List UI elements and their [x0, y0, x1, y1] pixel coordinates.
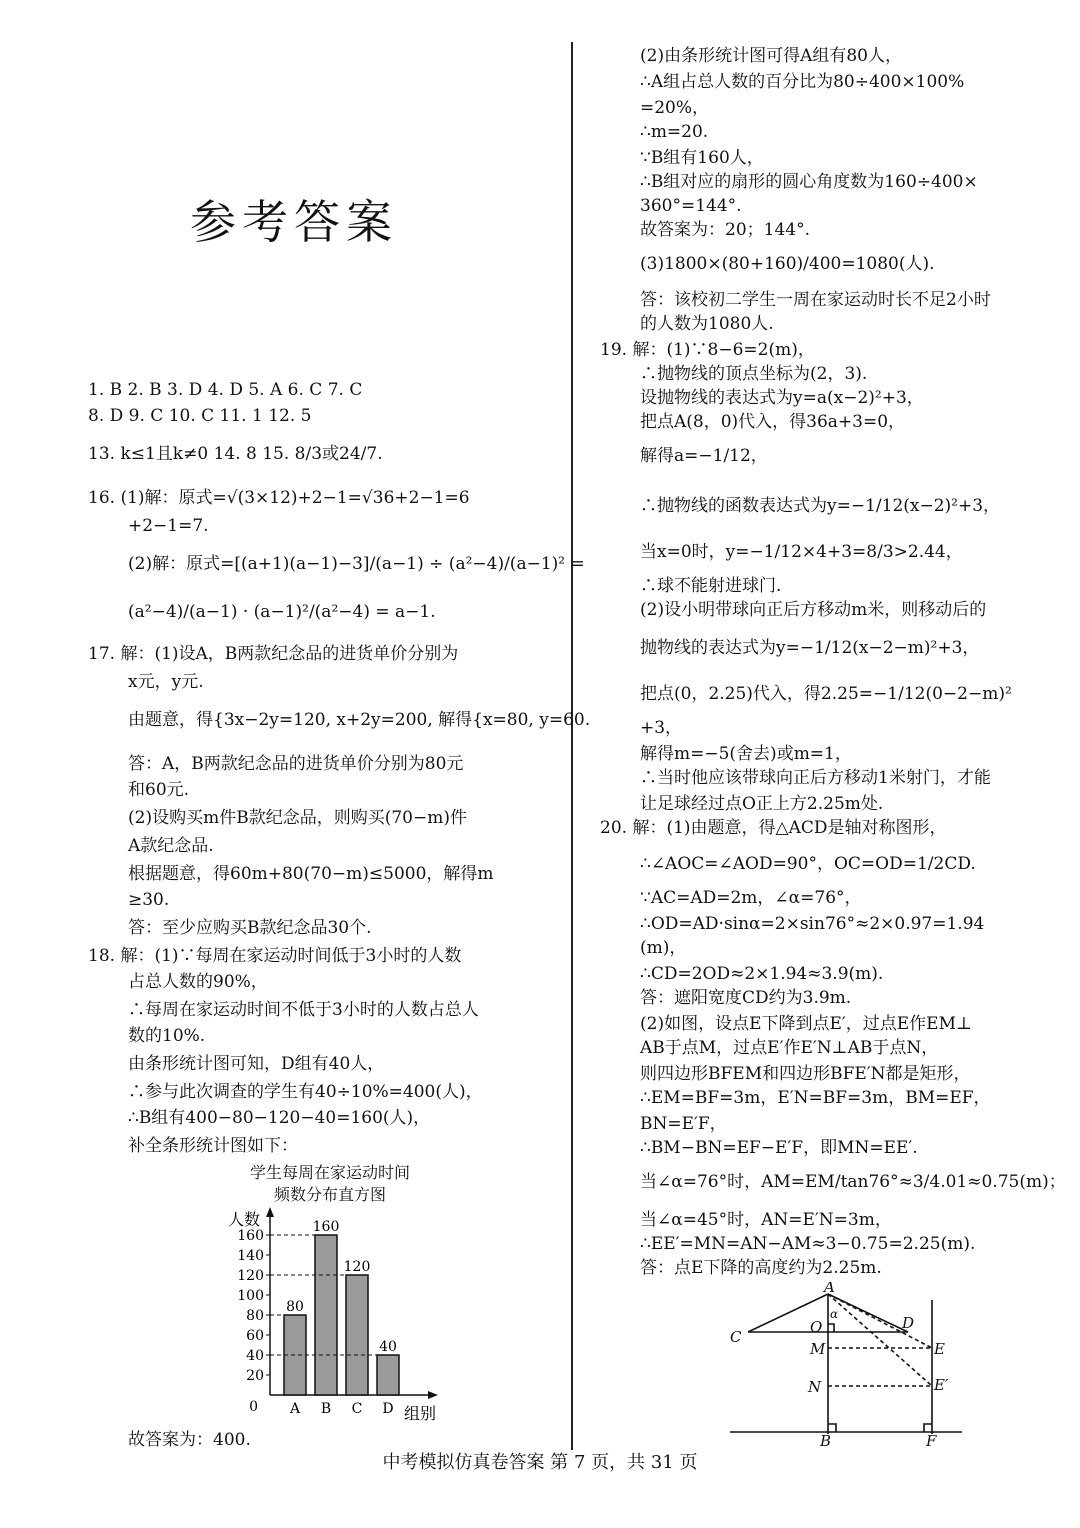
bar-D	[377, 1355, 399, 1395]
answer-line: AB于点M，过点E′作E′N⊥AB于点N，	[640, 1038, 939, 1058]
y-axis-arrow	[266, 1207, 274, 1217]
answer-line: ∴参与此次调查的学生有40÷10%=400(人)，	[128, 1082, 483, 1102]
x-tick-label: A	[289, 1401, 301, 1417]
answer-line: 设抛物线的表达式为y=a(x−2)²+3，	[640, 388, 924, 408]
right-angle-O	[828, 1324, 834, 1332]
answer-line: 由题意，得{3x−2y=120, x+2y=200, 解得{x=80, y=60.	[128, 710, 591, 730]
answer-line: 答：A，B两款纪念品的进货单价分别为80元	[128, 754, 464, 774]
answer-line: ∴当时他应该带球向正后方移动1米射门，才能	[640, 768, 991, 788]
answer-line: 由条形统计图可知，D组有40人，	[128, 1054, 385, 1074]
bar-B	[315, 1235, 337, 1395]
answer-line: +2−1=7.	[128, 516, 209, 536]
answer-line: 补全条形统计图如下：	[128, 1136, 298, 1156]
data-label: 120	[343, 1259, 371, 1275]
answer-line: 则四边形BFEM和四边形BFE′N都是矩形，	[640, 1064, 971, 1084]
right-angle-F	[924, 1424, 932, 1432]
label-O: O	[810, 1318, 823, 1336]
label-D: D	[902, 1314, 915, 1332]
answer-line: 19. 解：(1)∵8−6=2(m)，	[600, 340, 815, 360]
y-tick-label: 120	[237, 1268, 264, 1284]
answer-line: ∴EM=BF=3m，E′N=BF=3m，BM=EF，	[640, 1088, 991, 1108]
label-A: A	[824, 1282, 835, 1296]
answer-line: 答：遮阳宽度CD约为3.9m.	[640, 988, 852, 1008]
answer-line: (2)如图，设点E下降到点E′，过点E作EM⊥	[640, 1014, 972, 1034]
answer-line: 故答案为：400.	[128, 1430, 251, 1450]
answer-line: ∴OD=AD·sinα=2×sin76°≈2×0.97=1.94	[640, 914, 985, 934]
dashed-AE	[828, 1294, 932, 1348]
answer-line: ∴∠AOC=∠AOD=90°，OC=OD=1/2CD.	[640, 854, 976, 874]
answer-line: A款纪念品.	[128, 836, 214, 856]
answer-line: ∴m=20.	[640, 122, 709, 142]
label-E: E	[934, 1340, 945, 1358]
answer-line: 360°=144°.	[640, 196, 742, 216]
answer-line: ∴CD=2OD≈2×1.94≈3.9(m).	[640, 964, 884, 984]
answer-line: (2)设购买m件B款纪念品，则购买(70−m)件	[128, 808, 467, 828]
answer-line: 数的10%.	[128, 1026, 206, 1046]
label-F: F	[926, 1432, 937, 1447]
answer-line: ∴B组对应的扇形的圆心角度数为160÷400×	[640, 172, 978, 192]
answer-line: (2)解：原式=[(a+1)(a−1)−3]/(a−1) ÷ (a²−4)/(a−1)² =	[128, 554, 585, 574]
answer-line: ∵B组有160人，	[640, 148, 764, 168]
answer-line: 当x=0时，y=−1/12×4+3=8/3>2.44，	[640, 542, 963, 562]
y-tick-label: 60	[246, 1328, 264, 1344]
column-divider	[571, 42, 573, 1450]
chart-title: 学生每周在家运动时间	[249, 1163, 410, 1182]
y-tick-label: 100	[237, 1288, 264, 1304]
answer-line: 答：点E下降的高度约为2.25m.	[640, 1258, 882, 1278]
answer-line: BN=E′F，	[640, 1114, 727, 1134]
answer-line: ∴A组占总人数的百分比为80÷400×100%	[640, 72, 965, 92]
answer-line: 解得m=−5(舍去)或m=1，	[640, 744, 852, 764]
answer-line: ∵AC=AD=2m，∠α=76°，	[640, 888, 862, 908]
answer-line: (2)设小明带球向正后方移动m米，则移动后的	[640, 600, 987, 620]
answer-line: ∴抛物线的函数表达式为y=−1/12(x−2)²+3，	[640, 496, 1001, 516]
x-tick-label: D	[382, 1401, 394, 1417]
answer-line: +3，	[640, 718, 683, 738]
answer-line: ∴球不能射进球门.	[640, 576, 782, 596]
y-tick-label: 140	[237, 1248, 264, 1264]
answer-line: 抛物线的表达式为y=−1/12(x−2−m)²+3，	[640, 638, 980, 658]
answer-line: 的人数为1080人.	[640, 314, 774, 334]
bar-C	[346, 1275, 368, 1395]
data-label: 160	[312, 1219, 340, 1235]
answer-line: 和60元.	[128, 780, 190, 800]
answer-line: ∴每周在家运动时间不低于3小时的人数占总人	[128, 1000, 479, 1020]
page-title: 参考答案	[190, 195, 398, 249]
answer-line: 当∠α=45°时，AN=E′N=3m，	[640, 1210, 892, 1230]
answer-line: 让足球经过点O正上方2.25m处.	[640, 794, 884, 814]
y-axis-label: 人数	[228, 1210, 261, 1229]
page-footer: 中考模拟仿真卷答案 第 7 页，共 31 页	[382, 1452, 698, 1473]
y-tick-label: 160	[237, 1228, 264, 1244]
answer-line: 17. 解：(1)设A，B两款纪念品的进货单价分别为	[88, 644, 459, 664]
label-B: B	[820, 1432, 832, 1447]
answer-line: 把点(0，2.25)代入，得2.25=−1/12(0−2−m)²	[640, 684, 1012, 704]
answer-line: ∴抛物线的顶点坐标为(2，3).	[640, 364, 868, 384]
answer-line: ≥30.	[128, 890, 170, 910]
answer-line: (2)由条形统计图可得A组有80人，	[640, 46, 902, 66]
answer-line: 18. 解：(1)∵每周在家运动时间低于3小时的人数	[88, 946, 462, 966]
answer-line: (a²−4)/(a−1) · (a−1)²/(a²−4) = a−1.	[128, 602, 436, 622]
answer-line: 当∠α=76°时，AM=EM/tan76°≈3/4.01≈0.75(m)；	[640, 1172, 1066, 1192]
answer-line: 占总人数的90%，	[128, 972, 268, 992]
answer-line: =20%，	[640, 98, 710, 118]
answer-line: 答：至少应购买B款纪念品30个.	[128, 918, 372, 938]
x-tick-label: B	[320, 1401, 332, 1417]
answer-line: ∴EE′=MN=AN−AM≈3−0.75=2.25(m).	[640, 1234, 976, 1254]
answer-line: (3)1800×(80+160)/400=1080(人).	[640, 254, 935, 274]
answer-line: (m)，	[640, 938, 687, 958]
answer-line: 解得a=−1/12，	[640, 446, 768, 466]
y-tick-label: 80	[246, 1308, 264, 1324]
answer-line: 答：该校初二学生一周在家运动时长不足2小时	[640, 290, 991, 310]
y-tick-label: 40	[246, 1348, 264, 1364]
label-E-prime: E′	[934, 1376, 949, 1394]
segment-AD	[828, 1294, 908, 1332]
geometry-figure	[720, 1282, 970, 1447]
label-M: M	[810, 1340, 826, 1358]
answer-line: x元，y元.	[128, 672, 204, 692]
label-N: N	[808, 1378, 822, 1396]
answer-line: 把点A(8，0)代入，得36a+3=0，	[640, 412, 906, 432]
chart-subtitle: 频数分布直方图	[273, 1185, 386, 1204]
x-axis-label: 组别	[403, 1404, 436, 1423]
answer-line: 16. (1)解：原式=√(3×12)+2−1=√36+2−1=6	[88, 488, 470, 508]
data-label: 80	[286, 1299, 304, 1315]
label-alpha: α	[830, 1307, 839, 1321]
data-label: 40	[379, 1339, 397, 1355]
answer-line: 20. 解：(1)由题意，得△ACD是轴对称图形，	[600, 818, 947, 838]
y-tick-label: 0	[249, 1399, 258, 1415]
answer-line: 1. B 2. B 3. D 4. D 5. A 6. C 7. C	[88, 380, 363, 400]
right-angle-B	[828, 1424, 836, 1432]
answer-line: 根据题意，得60m+80(70−m)≤5000，解得m	[128, 864, 494, 884]
answer-line: 故答案为：20；144°.	[640, 220, 810, 240]
bar-chart	[200, 1205, 460, 1425]
answer-line: ∴B组有400−80−120−40=160(人)，	[128, 1108, 431, 1128]
label-C: C	[730, 1328, 742, 1346]
answer-line: 13. k≤1且k≠0 14. 8 15. 8/3或24/7.	[88, 444, 383, 464]
x-axis-arrow	[428, 1391, 438, 1399]
y-tick-label: 20	[246, 1368, 264, 1384]
x-tick-label: C	[351, 1401, 363, 1417]
answer-line: ∴BM−BN=EF−E′F，即MN=EE′.	[640, 1138, 918, 1158]
answer-line: 8. D 9. C 10. C 11. 1 12. 5	[88, 406, 312, 426]
